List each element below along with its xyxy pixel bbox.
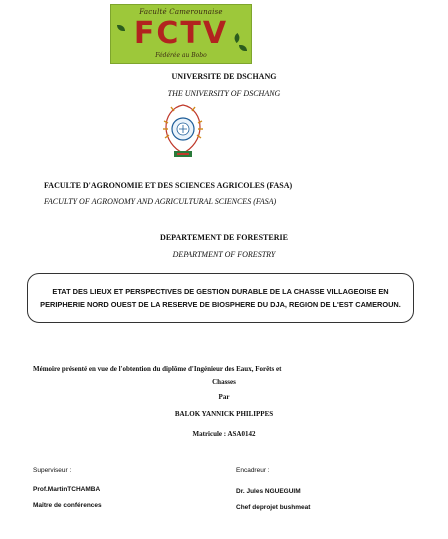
department-name-en: DEPARTMENT OF FORESTRY <box>172 250 276 259</box>
department-name-fr: DEPARTEMENT DE FORESTERIE <box>160 233 288 242</box>
memoire-description: Mémoire présenté en vue de l'obtention du diplôme d'Ingénieur des Eaux, Forêts et <box>33 365 282 373</box>
encadreur-title: Chef deprojet bushmeat <box>236 504 311 511</box>
thesis-title: ETAT DES LIEUX ET PERSPECTIVES DE GESTION DURABLE DE LA CHASSE VILLAGEOISE EN PERIPHERIE NORD OUEST DE LA RESERVE DE BIOSPHERE DU DJA, REGION DE L'EST CAMEROUN. <box>40 287 401 309</box>
logo-tagline-bottom: Fédérée au Bobo <box>155 52 207 59</box>
author-name: BALOK YANNICK PHILIPPES <box>174 410 274 418</box>
logo-tagline-top: Faculté Camerounaise <box>139 8 223 16</box>
fctv-logo <box>110 4 252 64</box>
encadreur-label: Encadreur : <box>236 467 270 474</box>
memoire-description-2: Chasses <box>212 378 236 386</box>
thesis-title-box <box>27 273 414 323</box>
par-label: Par <box>218 393 230 401</box>
faculty-name-fr: FACULTE D'AGRONOMIE ET DES SCIENCES AGRICOLES (FASA) <box>44 181 293 190</box>
logo-acronym: FCTV <box>133 16 229 51</box>
encadreur-name: Dr. Jules NGUEGUIM <box>236 488 301 495</box>
faculty-name-en: FACULTY OF AGRONOMY AND AGRICULTURAL SCIENCES (FASA) <box>44 197 277 206</box>
supervisor-title: Maître de conférences <box>33 502 102 509</box>
supervisor-label: Superviseur : <box>33 467 72 474</box>
supervisor-name: Prof.MartinTCHAMBA <box>33 486 101 493</box>
university-emblem-icon <box>162 103 204 159</box>
university-name-fr: UNIVERSITE DE DSCHANG <box>171 72 277 81</box>
matricule: Matricule : ASA0142 <box>192 430 256 438</box>
university-name-en: THE UNIVERSITY OF DSCHANG <box>167 89 281 98</box>
